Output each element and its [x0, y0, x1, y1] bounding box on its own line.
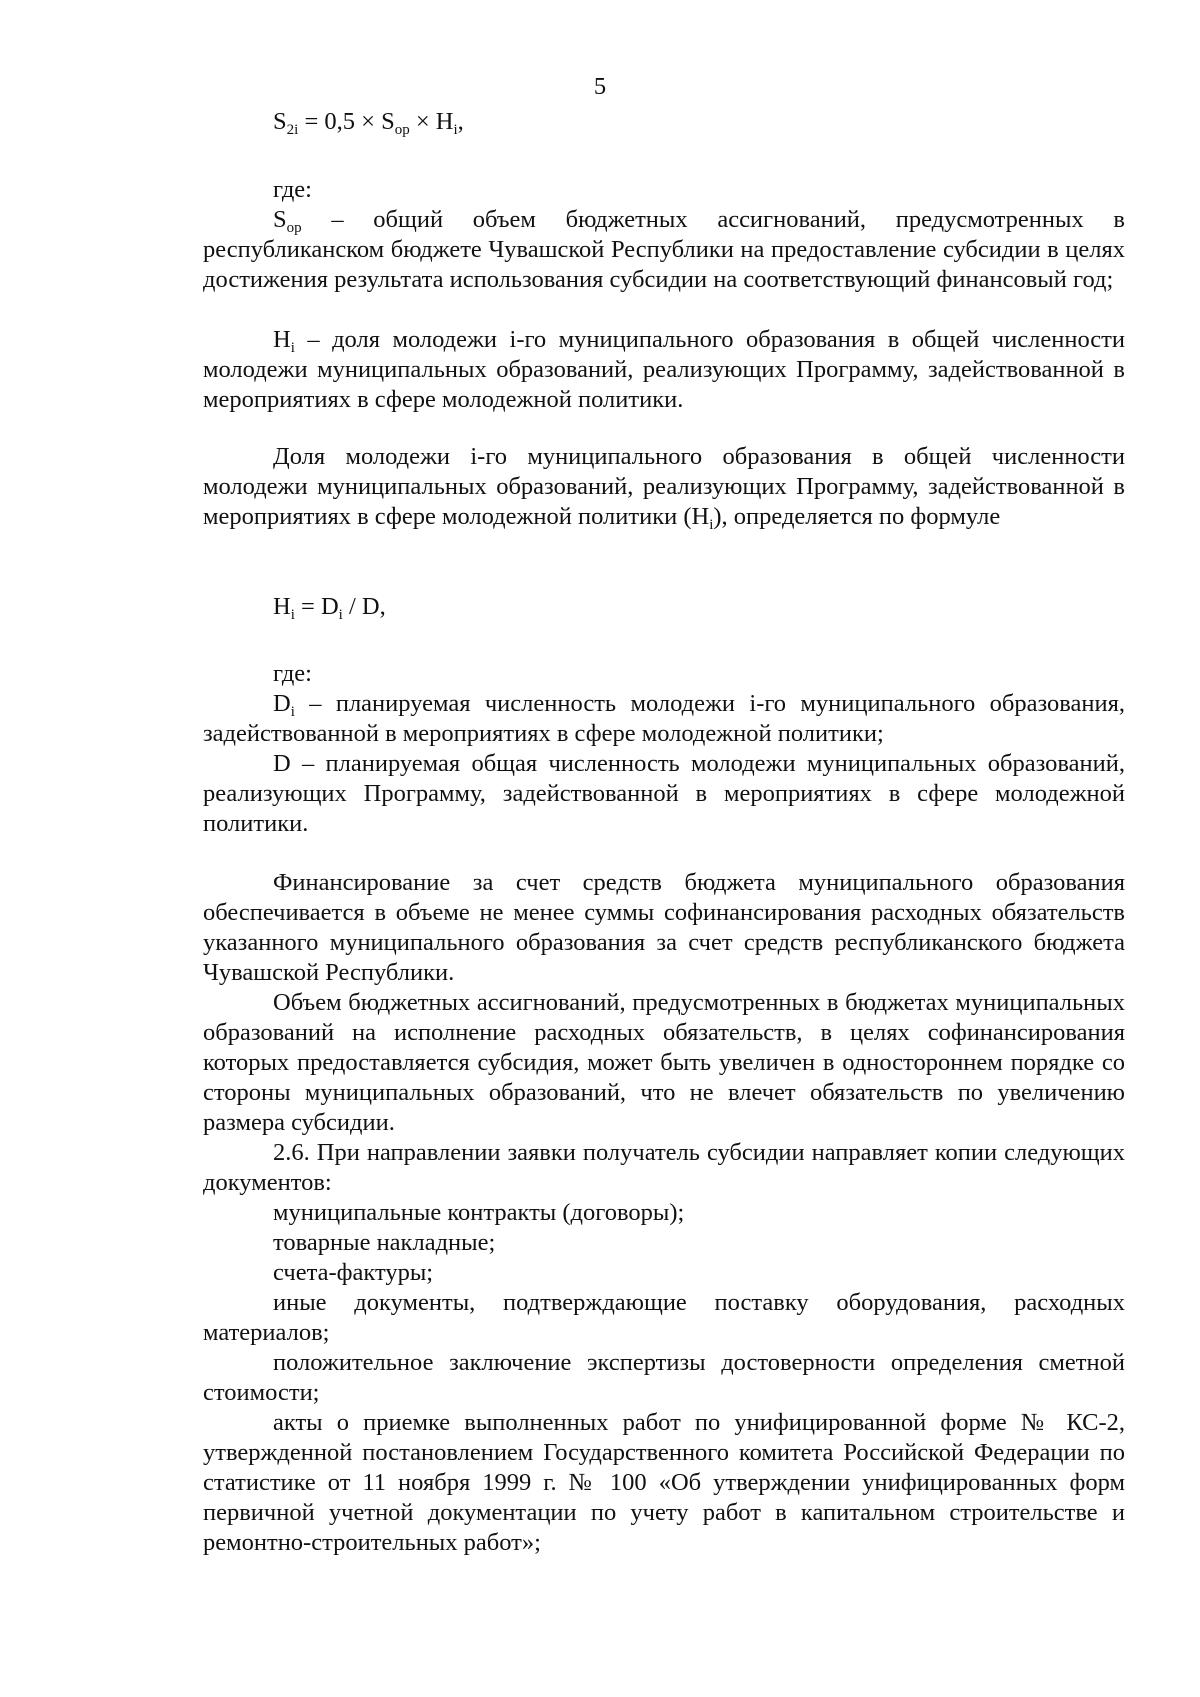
definition-text: – общий объем бюджетных ассигнований, предусмотренных в республиканском бюджете Чувашской Республики на предоставление субсидии в целях достижения результата использования субсидии на соответствующий финансовый год; — [203, 206, 1125, 293]
paragraph-2-6: 2.6. При направлении заявки получатель субсидии направляет копии следующих документов: — [203, 1139, 1125, 1196]
list-item-waybills: товарные накладные; — [273, 1229, 496, 1256]
definition-sop — [203, 205, 1125, 295]
formula-text: = D — [294, 593, 339, 620]
definition-text: D – планируемая общая численность молодежи муниципальных образований, реализующих Программу, задействованной в мероприятиях в сфере молодежной политики. — [203, 750, 1125, 837]
list-item-acceptance-acts: акты о приемке выполненных работ по унифицированной форме № КС-2, утвержденной постановлением Государственного комитета Российской Федерации по статистике от 11 ноября 1999 г. № 100 «Об утверждении унифицированных форм первичной учетной документации по учету работ в капитальном строительстве и ремонтно-строительных работ»; — [203, 1409, 1125, 1556]
formula-hi — [273, 592, 386, 622]
formula-subscript: ор — [394, 122, 410, 138]
definition-di — [203, 689, 1125, 749]
paragraph-text: ), определяется по формуле — [713, 503, 1001, 530]
list-item-expert-conclusion: положительное заключение экспертизы достоверности определения сметной стоимости; — [203, 1349, 1125, 1406]
paragraph-financing: Финансирование за счет средств бюджета муниципального образования обеспечивается в объеме не менее суммы софинансирования расходных обязательств указанного муниципального образования за счет средств республиканского бюджета Чувашской Республики. — [203, 869, 1125, 986]
definition-d — [203, 749, 1125, 839]
formula-text: , — [457, 108, 464, 135]
formula-subscript: i — [338, 607, 343, 623]
definition-text: – планируемая численность молодежи i-го муниципального образования, задействованной в мероприятиях в сфере молодежной политики; — [203, 690, 1125, 747]
definition-symbol: S — [273, 206, 287, 233]
paragraph-text: Доля молодежи i-го муниципального образования в общей численности молодежи муниципальных образований, реализующих Программу, задействованной в мероприятиях в сфере молодежной политики (H — [203, 443, 1125, 530]
definition-subscript: ор — [286, 220, 302, 236]
formula-text: / D, — [342, 593, 386, 620]
formula-text: = 0,5 × S — [298, 108, 395, 135]
list-item-other-documents: иные документы, подтверждающие поставку оборудования, расходных материалов; — [203, 1289, 1125, 1346]
formula-subscript: 2i — [286, 122, 299, 138]
formula-subscript: i — [290, 607, 295, 623]
list-item-invoices: счета-фактуры; — [273, 1259, 434, 1286]
where-label-2: где: — [273, 660, 312, 687]
formula-symbol: H — [273, 593, 291, 620]
definition-symbol: H — [273, 326, 291, 353]
paragraph-subscript: i — [709, 517, 714, 533]
definition-subscript: i — [290, 340, 295, 356]
paragraph-budget-volume: Объем бюджетных ассигнований, предусмотренных в бюджетах муниципальных образований на исполнение расходных обязательств, в целях софинансирования которых предоставляется субсидия, может быть увеличен в одностороннем порядке со стороны муниципальных образований, что не влечет обязательств по увеличению размера субсидии. — [203, 989, 1125, 1136]
definition-text: – доля молодежи i-го муниципального образования в общей численности молодежи муниципальных образований, реализующих Программу, задействованной в мероприятиях в сфере молодежной политики. — [203, 326, 1125, 413]
formula-subscript: i — [453, 122, 458, 138]
where-label: где: — [273, 176, 312, 203]
formula-symbol: S — [273, 108, 287, 135]
formula-s2i — [273, 107, 464, 137]
definition-hi — [203, 325, 1125, 415]
definition-subscript: i — [290, 704, 295, 720]
paragraph-share-definition — [203, 442, 1125, 532]
formula-text: × H — [409, 108, 454, 135]
list-item-contracts: муниципальные контракты (договоры); — [273, 1199, 685, 1226]
definition-symbol: D — [273, 690, 291, 717]
page-number: 5 — [593, 73, 607, 100]
